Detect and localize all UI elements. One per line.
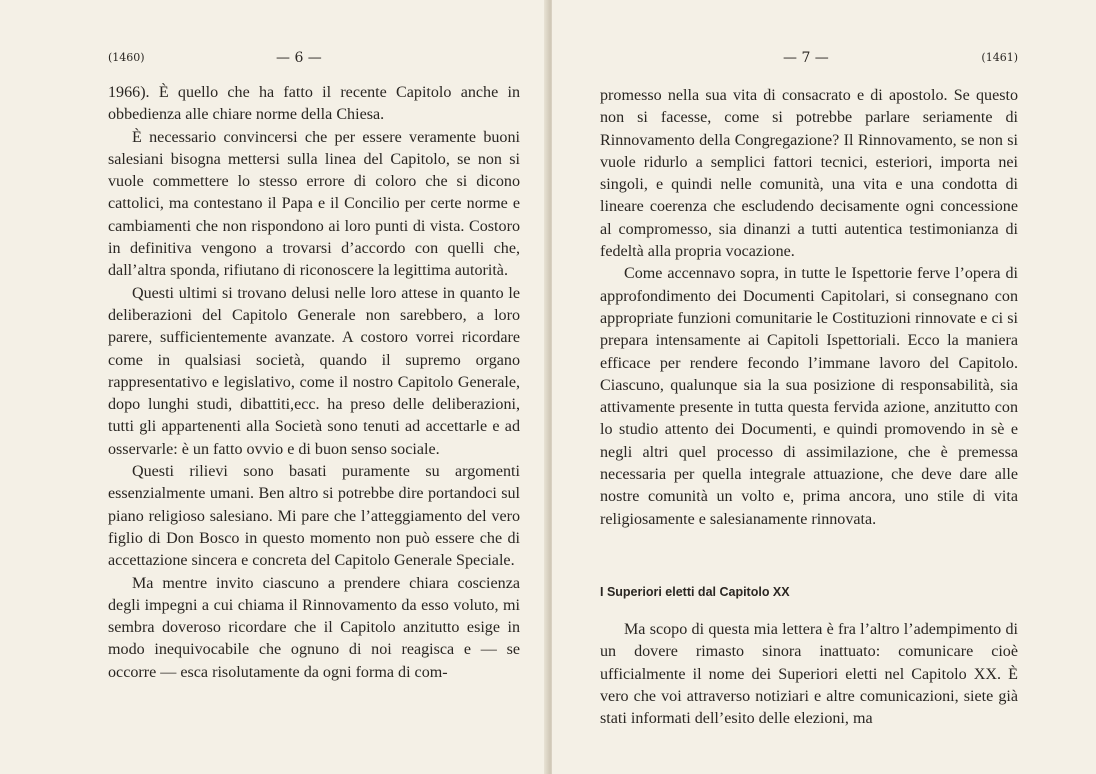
paragraph: Ma mentre invito ciascuno a prendere chiara coscienza degli impegni a cui chiama il Rinnovamento da esso voluto, mi sembra doveroso ricordare che il Capitolo anzitutto esige in modo inequivocabile che ognuno di noi reagisca e — se occorre — esca risolutamente da ogni forma di com- (108, 574, 520, 681)
paragraph: Questi rilievi sono basati puramente su argomenti essenzialmente umani. Ben altro si potrebbe dire portandoci sul piano religioso salesiano. Mi pare che l’atteggiamento del vero figlio di Don Bosco in questo momento non può essere che di accettazione sincera e concreta del Capitolo Generale Speciale. (108, 463, 520, 570)
right-page-number-label: (1461) (981, 51, 1018, 64)
left-page-folio: — 6 — (276, 50, 322, 66)
paragraph: Ma scopo di questa mia lettera è fra l’altro l’adempimento di un dovere rimasto sinora inattuato: comunicare cioè ufficialmente il nome dei Superiori eletti nel Capitolo XX. È vero che voi attraverso notiziari e altre comunicazioni, siete già stati informati dell’esito delle elezioni, ma (600, 620, 1018, 728)
paragraph: È necessario convincersi che per essere veramente buoni salesiani bisogna mettersi sulla linea del Capitolo, se non si vuole commettere lo stesso errore di coloro che si dicono cattolici, ma contestano il Papa e il Concilio per certe norme e cambiamenti che non rispondono ai loro punti di vista. Costoro in definitiva vengono a trovarsi d’accordo con quelli che, dall’altra sponda, rifiutano di riconoscere la legittima autorità. (108, 128, 520, 280)
left-page-header (108, 48, 520, 68)
paragraph: 1966). È quello che ha fatto il recente Capitolo anche in obbedienza alle chiare norme della Chiesa. (108, 84, 520, 124)
left-page-body (108, 82, 520, 684)
paragraph: Questi ultimi si trovano delusi nelle loro attese in quanto le deliberazioni del Capitolo Generale non sarebbero, a loro parere, sufficientemente avanzate. A costoro vorrei ricordare come in qualsiasi società, quando il supremo organo rappresentativo e legislativo, come il nostro Capitolo Generale, dopo lunghi studi, dibattiti,ecc. ha preso delle deliberazioni, tutti gli appartenenti alla Società sono tenuti ad accettarle e ad osservarle: è un fatto ovvio e di buon senso sociale. (108, 284, 520, 458)
paragraph: Come accennavo sopra, in tutte le Ispettorie ferve l’opera di approfondimento dei Documenti Capitolari, si consegnano con appropriate funzioni comunitarie le Costituzioni rinnovate e ci si prepara intensamente ai Capitoli Ispettoriali. Ecco la maniera efficace per rendere fecondo l’immane lavoro del Capitolo. Ciascuno, qualunque sia la sua posizione di responsabilità, sia attivamente presente in tutta questa fervida azione, anzitutto con lo studio attento dei Documenti, e quindi promovendo in sè e negli altri quel processo di assimilazione, che è premessa necessaria per quella integrale attuazione, che deve dare alle nostre comunità un volto e, prima ancora, uno stile di vita religiosamente e salesianamente rinnovata. (600, 265, 1018, 528)
paragraph: promesso nella sua vita di consacrato e di apostolo. Se questo non si facesse, come si potrebbe parlare seriamente di Rinnovamento della Congregazione? Il Rinnovamento, se non si vuole ridurlo a semplici fattori tecnici, esteriori, importa nei singoli, e quindi nelle comunità, una vita e una condotta di lineare coerenza che escludendo decisamente ogni concessione al compromesso, sia dinanzi a tutti autentica testimonianza di fedeltà alla propria vocazione. (600, 87, 1018, 261)
right-page-folio: — 7 — (783, 50, 829, 66)
section-heading: I Superiori eletti dal Capitolo XX (600, 584, 790, 599)
right-page-header (600, 48, 1018, 68)
right-page-body (600, 85, 1018, 730)
right-page (552, 0, 1096, 774)
left-page-number-label: (1460) (108, 51, 145, 64)
